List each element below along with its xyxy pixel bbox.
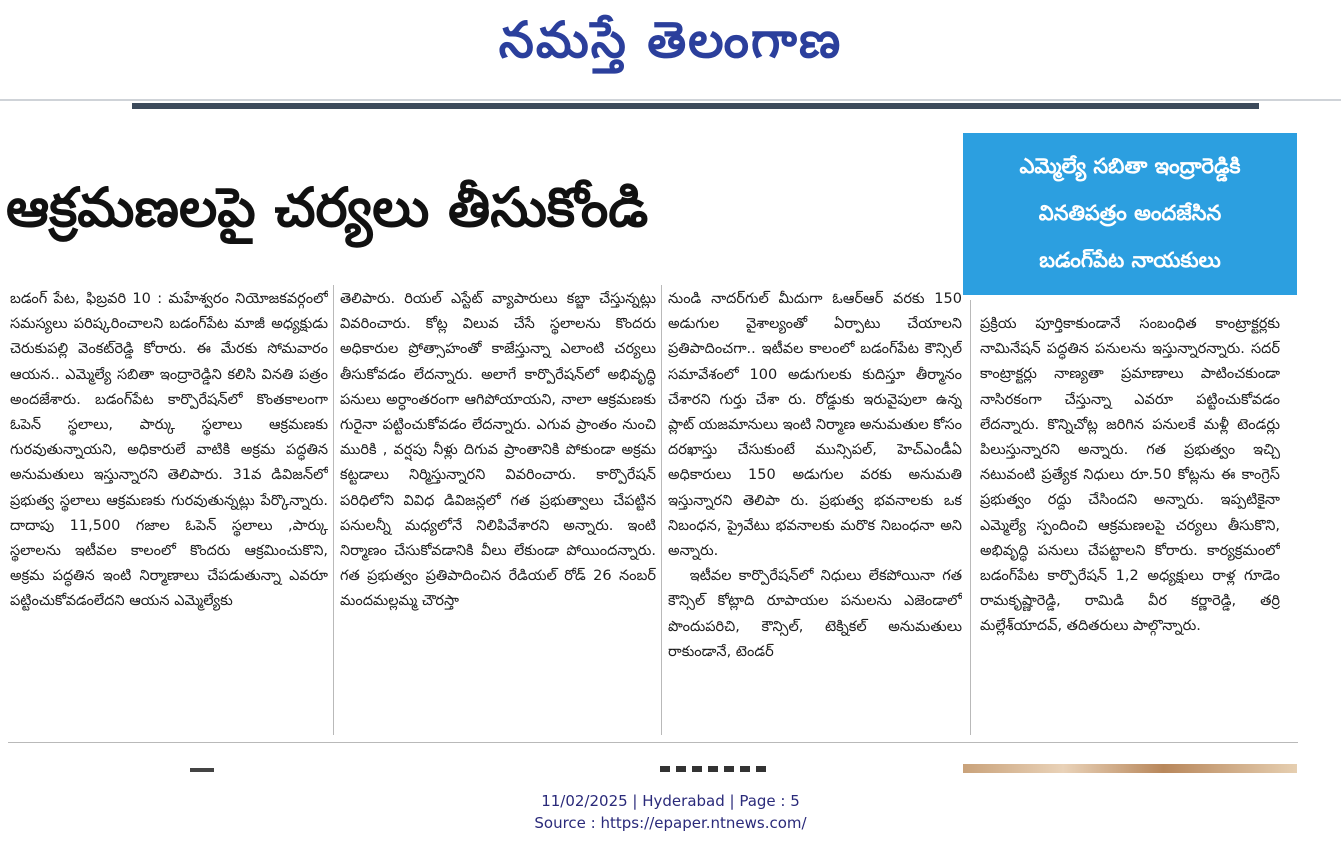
subheadline-line: బడంగ్‌పేట నాయకులు xyxy=(1039,248,1221,272)
article-paragraph: తెలిపారు. రియల్ ఎస్టేట్ వ్యాపారులు కబ్జా చేస్తున్నట్లు వివరించారు. కోట్ల విలువ చేసే స్థలాలను కొందరు అధికారుల ప్రోత్సాహంతో కాజేస్తున్నా ఎలాంటి చర్యలు తీసుకోవడం లేదన్నారు. అలాగే కార్పొరేషన్‌లో అభివృద్ధి పనులు అర్ధాంతరంగా ఆగిపోయాయని, నాలా ఆక్రమణకు గురైనా పట్టించుకోవడం లేదన్నారు. ఎగువ ప్రాంతం నుంచి మురికి , వర్షపు నీళ్లు దిగువ ప్రాంతానికి పోకుండా అక్రమ కట్టడాలు నిర్మిస్తున్నారని వివరించారు. కార్పొరేషన్ పరిధిలోని వివిధ డివిజన్లలో గత ప్రభుత్వాలు చేపట్టిన పనులన్నీ మధ్యలోనే నిలిపివేశారని అన్నారు. ఇంటి నిర్మాణం చేసుకోవడానికి వీలు లేకుండా పోయిందన్నారు. గత ప్రభుత్వం ప్రతిపాదించిన రేడియల్ రోడ్ 26 నంబర్ మందమల్లమ్మ చౌరస్తా xyxy=(340,291,656,610)
article-column-2 xyxy=(340,287,656,733)
column-divider xyxy=(661,285,662,735)
masthead-rule-thick xyxy=(132,103,1259,109)
next-article-fragment xyxy=(190,768,214,772)
newspaper-masthead: నమస్తే తెలంగాణ xyxy=(498,11,843,69)
column-divider xyxy=(970,300,971,735)
source-link[interactable]: Source : https://epaper.ntnews.com/ xyxy=(534,814,807,832)
article-paragraph: బడంగ్ పేట, ఫిబ్రవరి 10 : మహేశ్వరం నియోజకవర్గంలో సమస్యలు పరిష్కరించాలని బడంగ్‌పేట మాజీ అధ్యక్షుడు చెరుకుపల్లి వెంకట్‌రెడ్డి కోరారు. ఈ మేరకు సోమవారం ఆయన.. ఎమ్మెల్యే సబితా ఇంద్రారెడ్డిని కలిసి వినతి పత్రం అందజేశారు. బడంగ్‌పేట కార్పొరేషన్‌లో కొంతకాలంగా ఓపెన్ స్థలాలు, పార్కు స్థలాలు ఆక్రమణకు గురవుతున్నాయని, అధికారులే వాటికి అక్రమ పద్ధతిన అనుమతులు ఇస్తున్నారని తెలిపారు. 31వ డివిజన్‌లో ప్రభుత్వ స్థలాలు ఆక్రమణకు గురవుతున్నట్లు పేర్కొన్నారు. దాదాపు 11,500 గజాల ఓపెన్ స్థలాలు ,పార్కు స్థలాలను ఇటీవల కాలంలో కొందరు ఆక్రమించుకొని, అక్రమ పద్ధతిన ఇంటి నిర్మాణాలు చేపడుతున్నా ఎవరూ పట్టించుకోవడంలేదని ఆయన ఎమ్మెల్యేకు xyxy=(10,291,328,610)
page-footer xyxy=(0,790,1341,834)
article-column-4 xyxy=(980,312,1280,732)
article-paragraph: నుండి నాదర్‌గుల్ మీదుగా ఓఆర్ఆర్ వరకు 150 అడుగుల వైశాల్యంతో ఏర్పాటు చేయాలని ప్రతిపాదించగా.. ఇటీవల కాలంలో బడంగ్‌పేట కౌన్సిల్ సమావేశంలో 100 అడుగులకు కుదిస్తూ తీర్మానం చేశారని గుర్తు చేశా రు. రోడ్డుకు ఇరువైపులా ఉన్న ప్లాట్ యజమానులు ఇంటి నిర్మాణ అనుమతుల కోసం దరఖాస్తు చేసుకుంటే మున్సిపల్, హెచ్ఎండీఏ అధికారులు 150 అడుగుల వరకు అనుమతి ఇస్తున్నారని తెలిపా రు. ప్రభుత్వ భవనాలకు ఒక నిబంధన, ప్రైవేటు భవనాలకు మరొక నిబంధనా అని అన్నారు. xyxy=(668,291,962,560)
article-column-3 xyxy=(668,287,962,733)
article-column-1 xyxy=(10,287,328,733)
article-paragraph: ఇటీవల కార్పొరేషన్‌లో నిధులు లేకపోయినా గత కౌన్సిల్ కోట్లాది రూపాయల పనులను ఎజెండాలో పొందుపరిచి, కౌన్సిల్, టెక్నికల్ అనుమతులు రాకుండానే, టెండర్ xyxy=(668,568,962,660)
article-bottom-rule xyxy=(8,742,1298,743)
subheadline-line: వినతిపత్రం అందజేసిన xyxy=(1038,201,1222,225)
subheadline-box xyxy=(963,133,1297,295)
next-article-fragment xyxy=(660,766,770,772)
column-divider xyxy=(333,285,334,735)
photo-edge xyxy=(963,764,1297,773)
edition-info: 11/02/2025 | Hyderabad | Page : 5 xyxy=(541,792,800,810)
subheadline-line: ఎమ్మెల్యే సబితా ఇంద్రారెడ్డికి xyxy=(1019,154,1241,178)
masthead-rule-thin xyxy=(0,99,1341,101)
article-paragraph: ప్రక్రియ పూర్తికాకుండానే సంబంధిత కాంట్రాక్టర్లకు నామినేషన్ పద్ధతిన పనులను ఇస్తున్నారన్నారు. సదర్ కాంట్రాక్టర్లు నాణ్యతా ప్రమాణాలు పాటించకుండా నాసిరకంగా చేస్తున్నా ఎవరూ పట్టించుకోవడం లేదన్నారు. కొన్నిచోట్ల జరిగిన పనులకే మళ్లీ టెండర్లు పిలుస్తున్నారని అన్నారు. గత ప్రభుత్వం ఇచ్చి నటువంటి ప్రత్యేక నిధులు రూ.50 కోట్లను ఈ కాంగ్రెస్ ప్రభుత్వం రద్దు చేసిందని అన్నారు. ఇప్పటికైనా ఎమ్మెల్యే స్పందించి ఆక్రమణలపై చర్యలు తీసుకొని, అభివృద్ధి పనులు చేపట్టాలని కోరారు. కార్యక్రమంలో బడంగ్‌పేట కార్పొరేషన్ 1,2 అధ్యక్షులు రాళ్ల గూడెం రామకృష్ణారెడ్డి, రామిడి వీర కర్ణారెడ్డి, తర్రి మల్లేశ్‌యాదవ్, తదితరులు పాల్గొన్నారు. xyxy=(980,316,1280,635)
article-headline: ఆక్రమణలపై చర్యలు తీసుకోండి xyxy=(6,176,649,239)
